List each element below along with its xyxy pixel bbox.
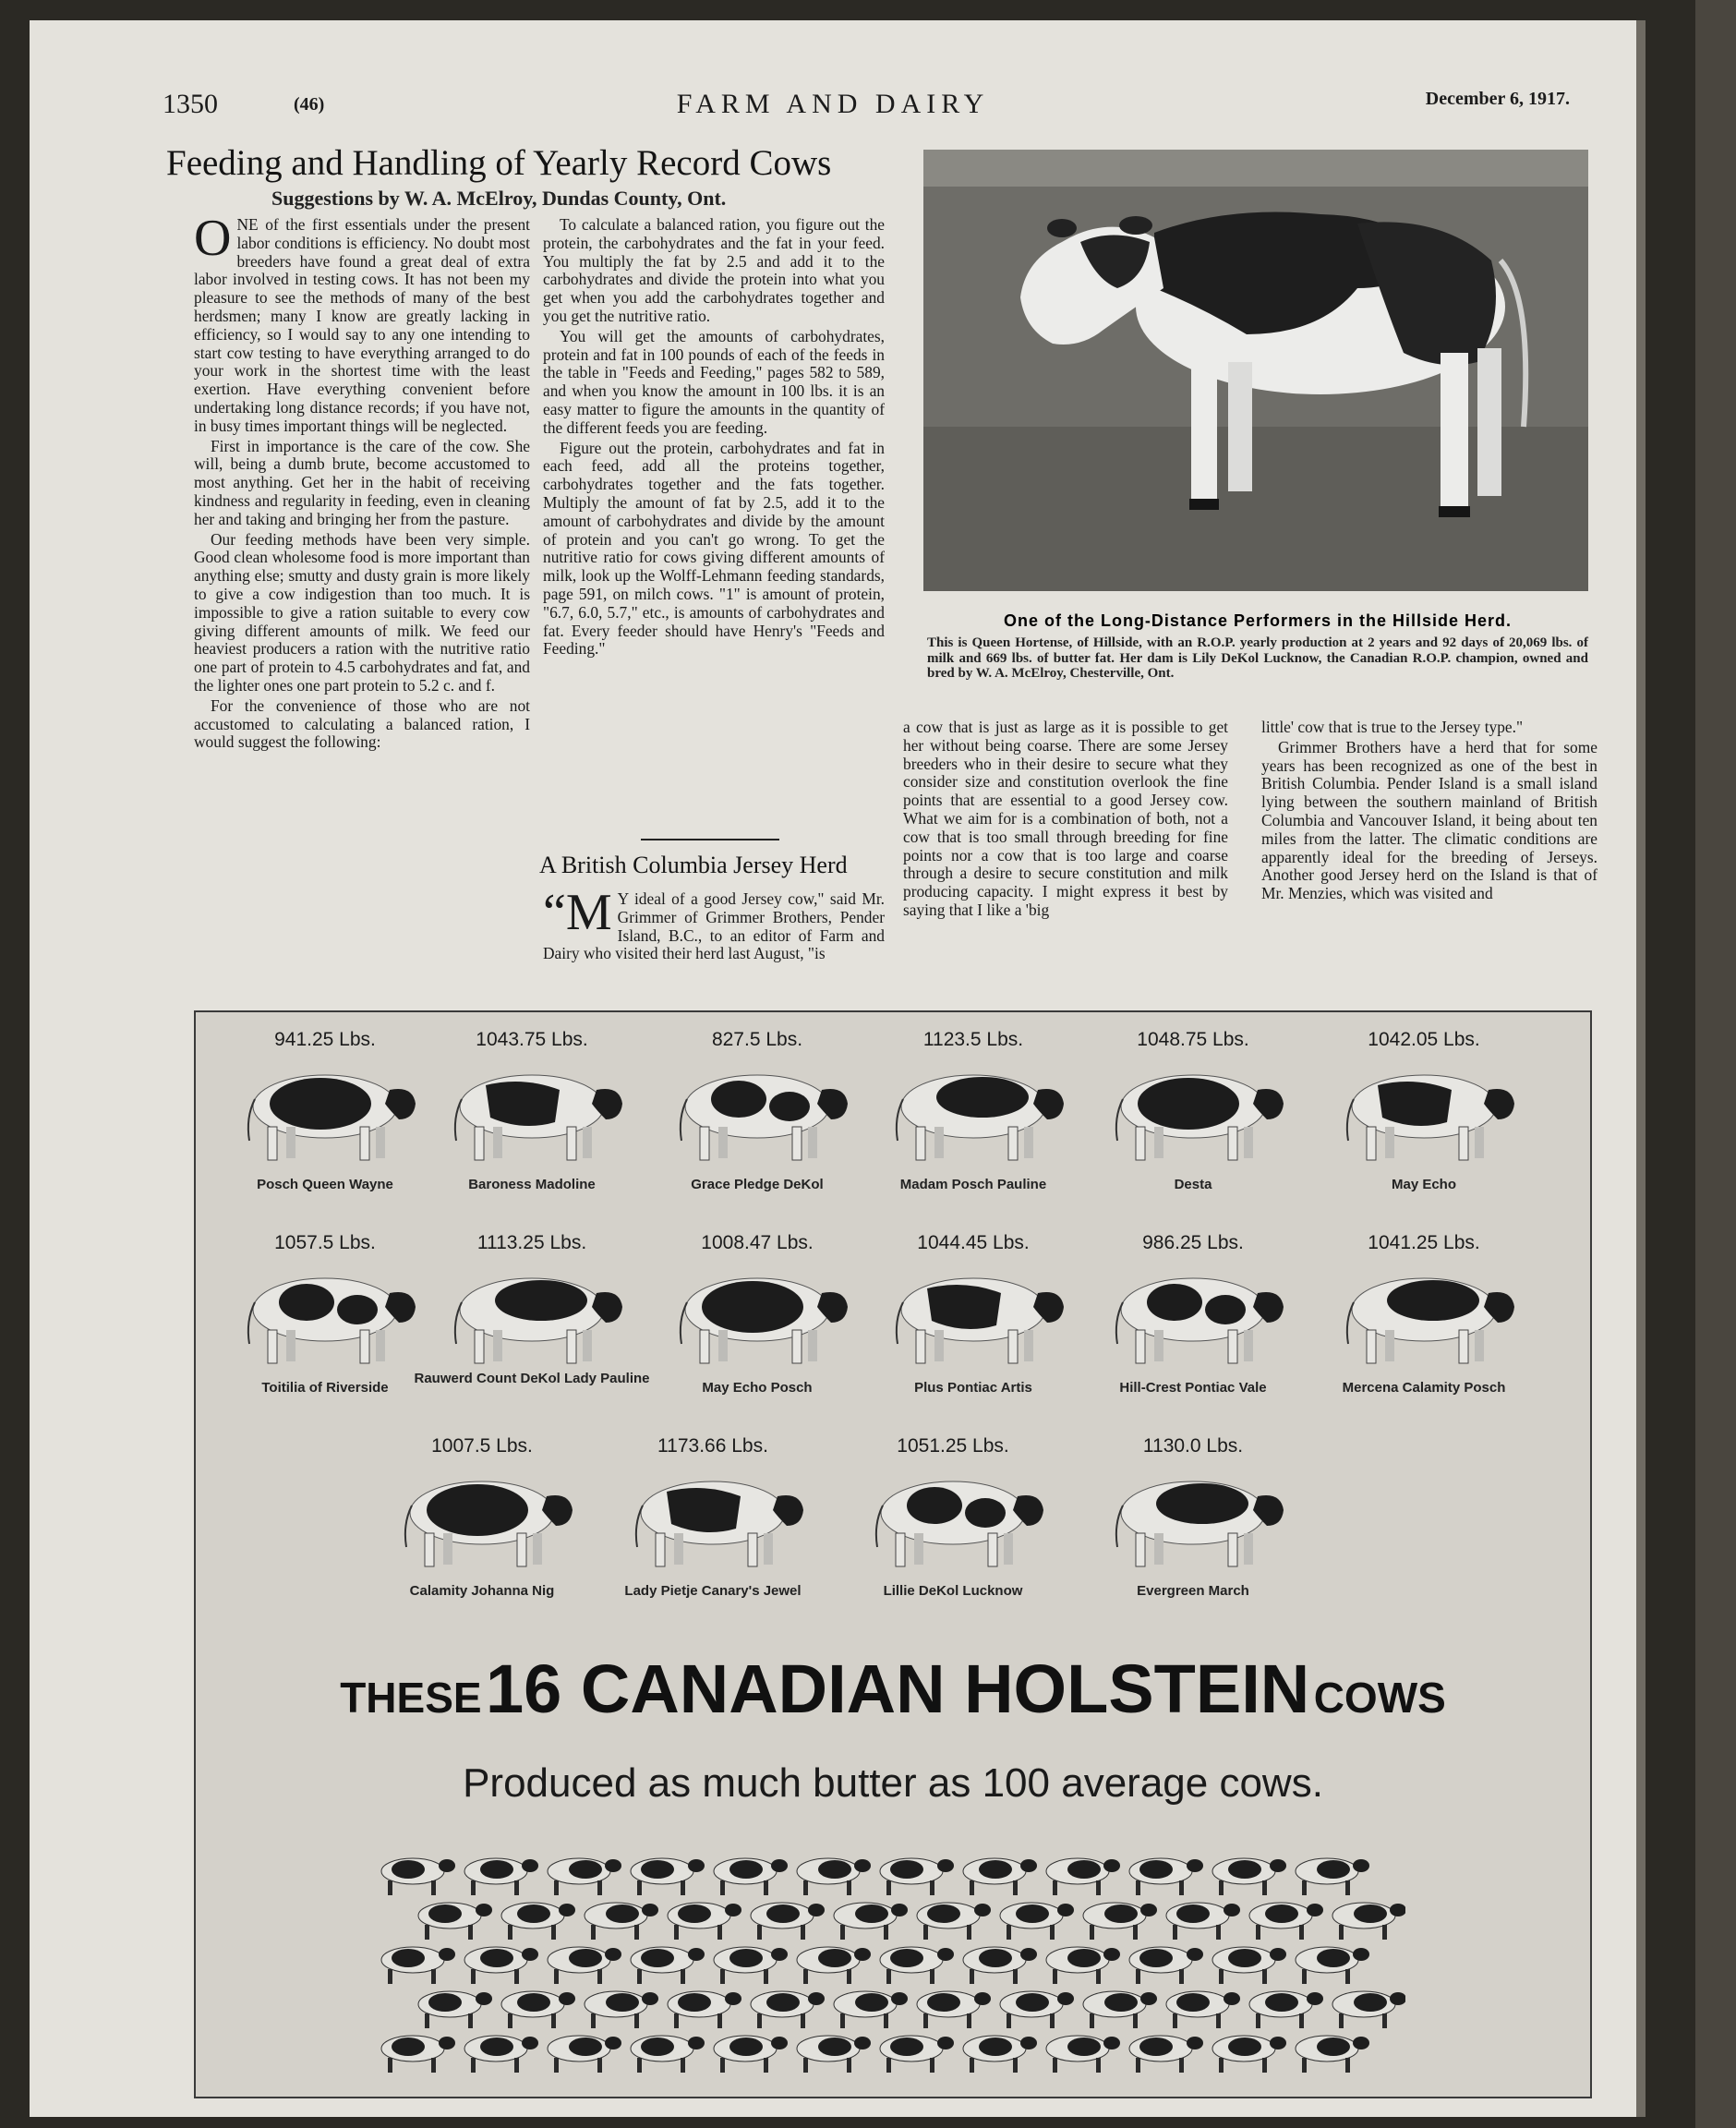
- cow-weight: 1051.25 Lbs.: [897, 1435, 1009, 1457]
- cow-weight: 941.25 Lbs.: [274, 1029, 376, 1050]
- cow-entry: [862, 1232, 1084, 1417]
- herd-cow-icon: [501, 1991, 575, 2028]
- cow-herd-illustration: [371, 1834, 1405, 2084]
- holstein-advertisement: [194, 1010, 1592, 2098]
- herd-cow-icon: [714, 2036, 788, 2073]
- herd-cow-icon: [1129, 2036, 1203, 2073]
- herd-cow-icon: [1083, 1903, 1157, 1940]
- herd-cow-icon: [797, 2036, 871, 2073]
- cow-entry: [1082, 1435, 1304, 1620]
- article-column-2: [543, 216, 885, 840]
- cow-photo-image: [923, 150, 1588, 591]
- cow-weight: 1173.66 Lbs.: [657, 1435, 768, 1457]
- herd-cow-icon: [1212, 1947, 1286, 1984]
- cow-entry: [1313, 1232, 1535, 1417]
- herd-cow-icon: [1249, 1991, 1323, 2028]
- herd-cow-icon: [1083, 1991, 1157, 2028]
- page-gutter: [1636, 20, 1646, 2117]
- headline-suffix: COWS: [1313, 1674, 1446, 1722]
- paragraph-text: NE of the first essentials under the present labor conditions is efficiency. No doubt most breeders have found a great deal of extra labor involved in testing cows. It has not been my pleasure to see the methods of many of the best herdsmen; many I know are greatly lacking in efficiency, so I would say to any one intending to start cow testing to have everything arranged to do your work in the shortest time with the least exertion. Have everything convenient before undertaking long distance records; if you have not, in busy times important things will be neglected.: [194, 216, 530, 435]
- cow-entry: [646, 1029, 868, 1214]
- herd-cow-icon: [834, 1903, 908, 1940]
- headline-prefix: THESE: [340, 1674, 482, 1722]
- cow-weight: 1007.5 Lbs.: [431, 1435, 533, 1457]
- cow-weight: 1043.75 Lbs.: [476, 1029, 588, 1050]
- cow-entry: [414, 1232, 650, 1417]
- herd-cow-icon: [548, 1947, 621, 1984]
- herd-cow-icon: [714, 1858, 788, 1895]
- article-paragraph: Figure out the protein, carbohydrates and fat in each feed, add all the proteins together, carbohydrates together and the fats together. Multiply the amount of fat by 2.5, add it to the amount of carbohydrates and divide by the amount of protein and you can't go wrong. To get the nutritive ratio for cows giving different amounts of milk, look up the Wolff-Lehmann feeding standards, page 591, on milch cows. "1" is amount of protein, "6.7, 6.0, 5.7," etc., is amounts of carbohydrates and fat. Every feeder should have Henry's "Feeds and Feeding.": [543, 438, 885, 659]
- article-paragraph: Grimmer Brothers have a herd that for some years has been recognized as one of the best in British Columbia. Pender Island is a small island lying between the southern mainland of British Columbia and Vancouver Island, it being about ten miles from the latter. The climatic conditions are apparently ideal for the breeding of Jerseys. Another good Jersey herd on the Island is that of Mr. Menzies, which was visited and: [1261, 737, 1597, 903]
- herd-cow-icon: [501, 1903, 575, 1940]
- article-paragraph: [543, 890, 885, 963]
- cow-name: Posch Queen Wayne: [257, 1177, 393, 1192]
- herd-cow-icon: [1129, 1858, 1203, 1895]
- herd-cow-icon: [585, 1991, 658, 2028]
- article-paragraph: little' cow that is true to the Jersey type.": [1261, 719, 1524, 736]
- cow-name: Plus Pontiac Artis: [914, 1380, 1032, 1396]
- cow-entry: [214, 1232, 436, 1417]
- cow-weight: 1044.45 Lbs.: [917, 1232, 1030, 1253]
- cow-name: Toitilia of Riverside: [261, 1380, 389, 1396]
- herd-cow-icon: [418, 1903, 492, 1940]
- herd-cow-icon: [631, 2036, 705, 2073]
- cow-entry: [371, 1435, 593, 1620]
- cow-name: Rauwerd Count DeKol Lady Pauline: [414, 1371, 650, 1386]
- ad-headline: [196, 1650, 1590, 1728]
- herd-cow-icon: [1129, 1947, 1203, 1984]
- newspaper-page: [30, 20, 1636, 2117]
- article-paragraph: First in importance is the care of the cow. She will, being a dumb brute, become accustomed to most anything. Get her in the habit of receiving kindness and regularity in feeding, even in cleaning her and taking and bringing her from the pasture.: [194, 436, 530, 528]
- herd-cow-icon: [1212, 2036, 1286, 2073]
- herd-cow-icon: [880, 2036, 954, 2073]
- cow-name: Evergreen March: [1137, 1583, 1249, 1599]
- herd-cow-icon: [917, 1903, 991, 1940]
- cow-entry: [862, 1029, 1084, 1214]
- article-paragraph: Our feeding methods have been very simple. Good clean wholesome food is more important than anything else; smutty and dusty grain is more likely to give a cow indigestion than too much. It is impossible to give a ration suitable to every cow giving different amounts of milk. We feed our heaviest producers a ration with the nutritive ratio one part of protein to 4.5 carbohydrates and fat, and the lighter ones one part protein to 5.2 c. and f.: [194, 529, 530, 695]
- cow-entry: [421, 1029, 643, 1214]
- bc-article-column-1: [543, 890, 885, 985]
- headline-main: 16 CANADIAN HOLSTEIN: [486, 1650, 1310, 1727]
- photo-caption-text: This is Queen Hortense, of Hillside, with an R.O.P. yearly production at 2 years and 92 days of 20,069 lbs. of milk and 669 lbs. of butter fat. Her dam is Lily DeKol Lucknow, the Canadian R.O.P. champion, owned and bred by W. A. McElroy, Chesterville, Ont.: [927, 635, 1588, 681]
- cow-name: Mercena Calamity Posch: [1342, 1380, 1506, 1396]
- article-paragraph: To calculate a balanced ration, you figure out the protein, the carbohydrates and the fat in your feed. You multiply the fat by 2.5 and add it to the carbohydrates and divide the protein into what you get when you add the carbohydrates together and you get the nutritive ratio.: [543, 216, 885, 325]
- cow-entry: [646, 1232, 868, 1417]
- article-column-1: [194, 216, 530, 985]
- herd-cow-icon: [880, 1858, 954, 1895]
- cow-entry: [602, 1435, 824, 1620]
- herd-cow-icon: [1296, 1858, 1369, 1895]
- herd-cow-icon: [1212, 1858, 1286, 1895]
- herd-cow-icon: [963, 2036, 1037, 2073]
- cow-weight: 1041.25 Lbs.: [1368, 1232, 1480, 1253]
- masthead: FARM AND DAIRY: [676, 89, 990, 119]
- herd-cow-icon: [1296, 2036, 1369, 2073]
- cow-name: Baroness Madoline: [468, 1177, 596, 1192]
- herd-cow-icon: [668, 1991, 741, 2028]
- herd-cow-icon: [631, 1947, 705, 1984]
- cow-entry: [1082, 1029, 1304, 1214]
- herd-cow-icon: [751, 1991, 825, 2028]
- bc-article-column-2: [903, 719, 1228, 985]
- herd-cow-icon: [1332, 1903, 1405, 1940]
- herd-cow-icon: [1249, 1903, 1323, 1940]
- cow-name: Calamity Johanna Nig: [409, 1583, 555, 1599]
- herd-cow-icon: [464, 2036, 538, 2073]
- cow-entry: [1313, 1029, 1535, 1214]
- drop-cap: O: [194, 216, 232, 267]
- page-sub-number: (46): [294, 94, 325, 115]
- cow-weight: 1130.0 Lbs.: [1142, 1435, 1244, 1457]
- paragraph-text: Y ideal of a good Jersey cow," said Mr. Grimmer of Grimmer Brothers, Pender Island, B.C., to an editor of Farm and Dairy who visited their herd last August, "is: [543, 890, 885, 963]
- herd-cow-icon: [381, 1858, 455, 1895]
- herd-cow-icon: [668, 1903, 741, 1940]
- herd-cow-icon: [1296, 1947, 1369, 1984]
- drop-cap: “M: [543, 890, 612, 941]
- cow-weight: 1042.05 Lbs.: [1368, 1029, 1480, 1050]
- herd-cow-icon: [1046, 2036, 1120, 2073]
- cow-name: Lillie DeKol Lucknow: [883, 1583, 1023, 1599]
- herd-cow-icon: [880, 1947, 954, 1984]
- bc-article-column-3: [1261, 719, 1597, 985]
- herd-cow-icon: [1046, 1858, 1120, 1895]
- cow-entry: [1082, 1232, 1304, 1417]
- herd-cow-icon: [548, 1858, 621, 1895]
- cow-weight: 986.25 Lbs.: [1142, 1232, 1244, 1253]
- bc-article-title: A British Columbia Jersey Herd: [539, 852, 848, 878]
- herd-cow-icon: [963, 1858, 1037, 1895]
- article-byline: Suggestions by W. A. McElroy, Dundas County, Ont.: [271, 187, 727, 210]
- cow-name: May Echo Posch: [702, 1380, 813, 1396]
- article-paragraph: [194, 216, 530, 436]
- cow-name: Desta: [1174, 1177, 1212, 1192]
- herd-cow-icon: [917, 1991, 991, 2028]
- herd-cow-icon: [963, 1947, 1037, 1984]
- herd-cow-icon: [1332, 1991, 1405, 2028]
- herd-cow-icon: [548, 2036, 621, 2073]
- herd-cow-icon: [797, 1858, 871, 1895]
- herd-cow-icon: [585, 1903, 658, 1940]
- cow-name: May Echo: [1391, 1177, 1457, 1192]
- herd-cow-icon: [797, 1947, 871, 1984]
- herd-cow-icon: [1166, 1991, 1240, 2028]
- herd-cow-icon: [1166, 1903, 1240, 1940]
- herd-cow-icon: [1000, 1903, 1074, 1940]
- cow-photo: [923, 150, 1588, 591]
- cow-weight: 1008.47 Lbs.: [701, 1232, 814, 1253]
- cow-weight: 1048.75 Lbs.: [1137, 1029, 1249, 1050]
- herd-cow-icon: [751, 1903, 825, 1940]
- cow-entry: [842, 1435, 1064, 1620]
- herd-cow-icon: [1000, 1991, 1074, 2028]
- cow-weight: 1123.5 Lbs.: [922, 1029, 1024, 1050]
- cow-weight: 1057.5 Lbs.: [274, 1232, 376, 1253]
- cow-weight: 1113.25 Lbs.: [476, 1232, 587, 1253]
- ad-subline: Produced as much butter as 100 average cows.: [463, 1760, 1323, 1806]
- herd-cow-icon: [418, 1991, 492, 2028]
- herd-cow-icon: [381, 1947, 455, 1984]
- cow-name: Madam Posch Pauline: [899, 1177, 1047, 1192]
- cow-name: Lady Pietje Canary's Jewel: [624, 1583, 802, 1599]
- article-paragraph: For the convenience of those who are not accustomed to calculating a balanced ration, I would suggest the following:: [194, 695, 530, 752]
- cow-name: Grace Pledge DeKol: [691, 1177, 824, 1192]
- herd-cow-icon: [631, 1858, 705, 1895]
- issue-date: December 6, 1917.: [1425, 89, 1570, 109]
- article-title: Feeding and Handling of Yearly Record Cows: [166, 143, 832, 183]
- herd-cow-icon: [464, 1947, 538, 1984]
- section-divider: [641, 839, 779, 840]
- photo-caption-title: One of the Long-Distance Performers in the Hillside Herd.: [1003, 611, 1513, 630]
- herd-cow-icon: [464, 1858, 538, 1895]
- herd-cow-icon: [714, 1947, 788, 1984]
- cow-name: Hill-Crest Pontiac Vale: [1119, 1380, 1267, 1396]
- page-number: 1350: [163, 89, 218, 119]
- next-page-edge: [1695, 0, 1736, 2128]
- herd-cow-icon: [1046, 1947, 1120, 1984]
- herd-cow-icon: [381, 2036, 455, 2073]
- herd-cow-icon: [834, 1991, 908, 2028]
- cow-weight: 827.5 Lbs.: [711, 1029, 803, 1050]
- article-paragraph: You will get the amounts of carbohydrates, protein and fat in 100 pounds of each of the feeds in the table in "Feeds and Feeding," pages 582 to 589, and when you know the amount in 100 lbs. it is an easy matter to figure the amounts in the quantity of the different feeds you are feeding.: [543, 326, 885, 437]
- article-paragraph: a cow that is just as large as it is possible to get her without being coarse. There are some Jersey breeders who in their desire to secure what they consider size and constitution overlook the fine points that are essential to a good Jersey cow. What we aim for is a combination of both, not a cow that is too small through breeding for fine points nor a cow that is too large and coarse through a desire to secure constitution and milk producing capacity. I might express it best by saying that I like a 'big: [903, 719, 1228, 919]
